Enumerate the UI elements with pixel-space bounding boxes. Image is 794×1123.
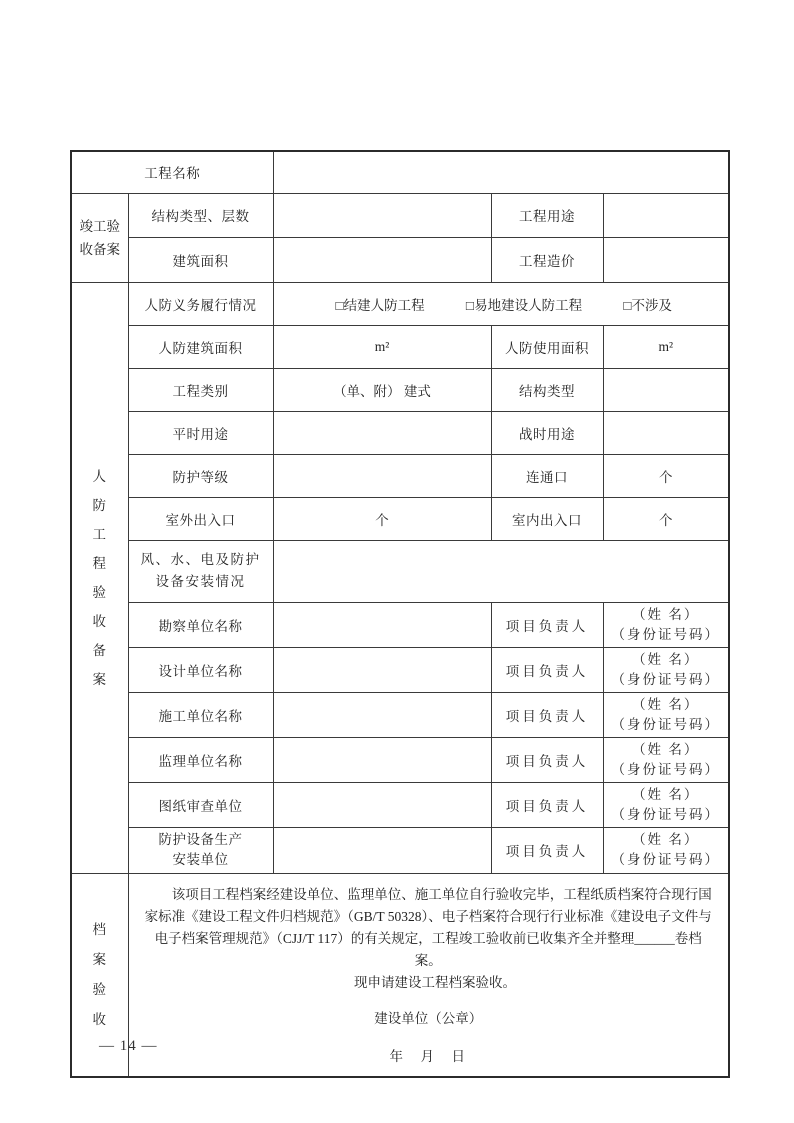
- field-project-use[interactable]: [603, 193, 729, 237]
- field-peacetime-use[interactable]: [273, 411, 491, 454]
- field-wartime-use[interactable]: [603, 411, 729, 454]
- manager-name-hint: （姓 名）: [632, 606, 700, 622]
- manager-id-hint: （身份证号码）: [611, 626, 720, 642]
- field-protective-equipment-unit[interactable]: [273, 827, 491, 873]
- field-connecting-port[interactable]: [603, 454, 729, 497]
- manager-name-hint: （姓 名）: [632, 786, 700, 802]
- manager-name-hint: （姓 名）: [632, 832, 700, 847]
- checkbox-offsite-construction[interactable]: □易地建设人防工程: [465, 297, 583, 313]
- label-peacetime-use: 平时用途: [128, 411, 273, 454]
- field-design-unit[interactable]: [273, 647, 491, 692]
- field-project-cost[interactable]: [603, 237, 729, 282]
- row-design-unit: [71, 647, 729, 692]
- field-manager-name-id[interactable]: [603, 827, 729, 873]
- label-project-manager: 项目负责人: [491, 602, 603, 647]
- label-cd-building-area: 人防建筑面积: [128, 325, 273, 368]
- label-drawing-review-unit: 图纸审查单位: [128, 782, 273, 827]
- label-cd-obligation: 人防义务履行情况: [128, 282, 273, 325]
- label-design-unit: 设计单位名称: [128, 647, 273, 692]
- field-manager-name-id[interactable]: [603, 737, 729, 782]
- field-drawing-review-unit[interactable]: [273, 782, 491, 827]
- row-cd-areas: [71, 325, 729, 368]
- label-cd-usable-area: 人防使用面积: [491, 325, 603, 368]
- row-survey-unit: [71, 602, 729, 647]
- field-manager-name-id[interactable]: [603, 602, 729, 647]
- label-project-name: 工程名称: [71, 151, 273, 193]
- label-construction-unit: 施工单位名称: [128, 692, 273, 737]
- section-archive-acceptance: 档案验收: [71, 873, 128, 1077]
- label-wartime-use: 战时用途: [491, 411, 603, 454]
- field-indoor-exit[interactable]: [603, 497, 729, 540]
- label-project-manager: 项目负责人: [491, 647, 603, 692]
- label-connecting-port: 连通口: [491, 454, 603, 497]
- archive-statement: 该项目工程档案经建设单位、监理单位、施工单位自行验收完毕，工程纸质档案符合现行国家标准《建设工程文件归档规范》（GB/T 50328）、电子档案符合现行行业标准《建设电子文件与电子档案管理规范》（CJJ/T 117）的有关规定，工程竣工验收前已收集齐全并整理______卷档案。: [144, 886, 712, 968]
- label-protection-grade: 防护等级: [128, 454, 273, 497]
- filing-form-table: [70, 150, 730, 1078]
- label-equipment-install: 风、水、电及防护设备安装情况: [128, 540, 273, 602]
- date-line: 年 月 日: [389, 1048, 467, 1064]
- unit-count: 个: [375, 512, 389, 528]
- field-cd-usable-area[interactable]: [603, 325, 729, 368]
- row-uses: [71, 411, 729, 454]
- label-project-use: 工程用途: [491, 193, 603, 237]
- label-supervision-unit: 监理单位名称: [128, 737, 273, 782]
- construction-unit-seal-line: 建设单位（公章）: [374, 1010, 483, 1026]
- field-supervision-unit[interactable]: [273, 737, 491, 782]
- field-structure-type[interactable]: [603, 368, 729, 411]
- field-project-category[interactable]: （单、附） 建式: [273, 368, 491, 411]
- section-completion-filing: 竣工验收备案: [71, 193, 128, 282]
- label-project-manager: 项目负责人: [491, 782, 603, 827]
- row-archive-acceptance: [71, 873, 729, 1077]
- label-project-category: 工程类别: [128, 368, 273, 411]
- row-equipment-install: [71, 540, 729, 602]
- field-manager-name-id[interactable]: [603, 692, 729, 737]
- unit-square-meter: m²: [374, 338, 390, 354]
- row-supervision-unit: [71, 737, 729, 782]
- label-indoor-exit: 室内出入口: [491, 497, 603, 540]
- row-protective-equipment-unit: [71, 827, 729, 873]
- label-protective-equipment-unit: 防护设备生产安装单位: [128, 827, 273, 873]
- manager-name-hint: （姓 名）: [632, 696, 700, 712]
- label-structure-type: 结构类型: [491, 368, 603, 411]
- label-project-cost: 工程造价: [491, 237, 603, 282]
- field-equipment-install[interactable]: [273, 540, 729, 602]
- archive-apply-line: 现申请建设工程档案验收。: [354, 974, 516, 990]
- archive-statement-cell: [128, 873, 729, 1077]
- row-structure-type: [71, 193, 729, 237]
- manager-name-hint: （姓 名）: [632, 651, 700, 667]
- manager-id-hint: （身份证号码）: [611, 761, 720, 777]
- field-project-name[interactable]: [273, 151, 729, 193]
- unit-count: 个: [659, 469, 673, 485]
- row-project-category: [71, 368, 729, 411]
- field-survey-unit[interactable]: [273, 602, 491, 647]
- manager-name-hint: （姓 名）: [632, 741, 700, 757]
- manager-id-hint: （身份证号码）: [611, 806, 720, 822]
- label-survey-unit: 勘察单位名称: [128, 602, 273, 647]
- field-cd-obligation: [273, 282, 729, 325]
- row-construction-unit: [71, 692, 729, 737]
- manager-id-hint: （身份证号码）: [611, 716, 720, 732]
- checkbox-built-with-project[interactable]: □结建人防工程: [335, 297, 425, 313]
- row-project-name: [71, 151, 729, 193]
- field-building-area[interactable]: [273, 237, 491, 282]
- field-manager-name-id[interactable]: [603, 782, 729, 827]
- row-protection-grade: [71, 454, 729, 497]
- unit-count: 个: [659, 512, 673, 528]
- label-project-manager: 项目负责人: [491, 827, 603, 873]
- manager-id-hint: （身份证号码）: [611, 671, 720, 687]
- field-manager-name-id[interactable]: [603, 647, 729, 692]
- label-building-area: 建筑面积: [128, 237, 273, 282]
- label-project-manager: 项目负责人: [491, 737, 603, 782]
- unit-square-meter: m²: [658, 338, 674, 354]
- field-construction-unit[interactable]: [273, 692, 491, 737]
- page-number: — 14 —: [99, 1038, 158, 1054]
- manager-id-hint: （身份证号码）: [611, 852, 720, 867]
- row-drawing-review-unit: [71, 782, 729, 827]
- field-cd-building-area[interactable]: [273, 325, 491, 368]
- field-structure-type-floors[interactable]: [273, 193, 491, 237]
- field-protection-grade[interactable]: [273, 454, 491, 497]
- row-cd-obligation: [71, 282, 729, 325]
- row-exits: [71, 497, 729, 540]
- label-structure-type-floors: 结构类型、层数: [128, 193, 273, 237]
- row-building-area: [71, 237, 729, 282]
- label-outdoor-exit: 室外出入口: [128, 497, 273, 540]
- checkbox-not-involved[interactable]: □不涉及: [623, 297, 672, 313]
- label-project-manager: 项目负责人: [491, 692, 603, 737]
- section-civil-defense-filing: 人防工程验收备案: [71, 282, 128, 873]
- field-outdoor-exit[interactable]: [273, 497, 491, 540]
